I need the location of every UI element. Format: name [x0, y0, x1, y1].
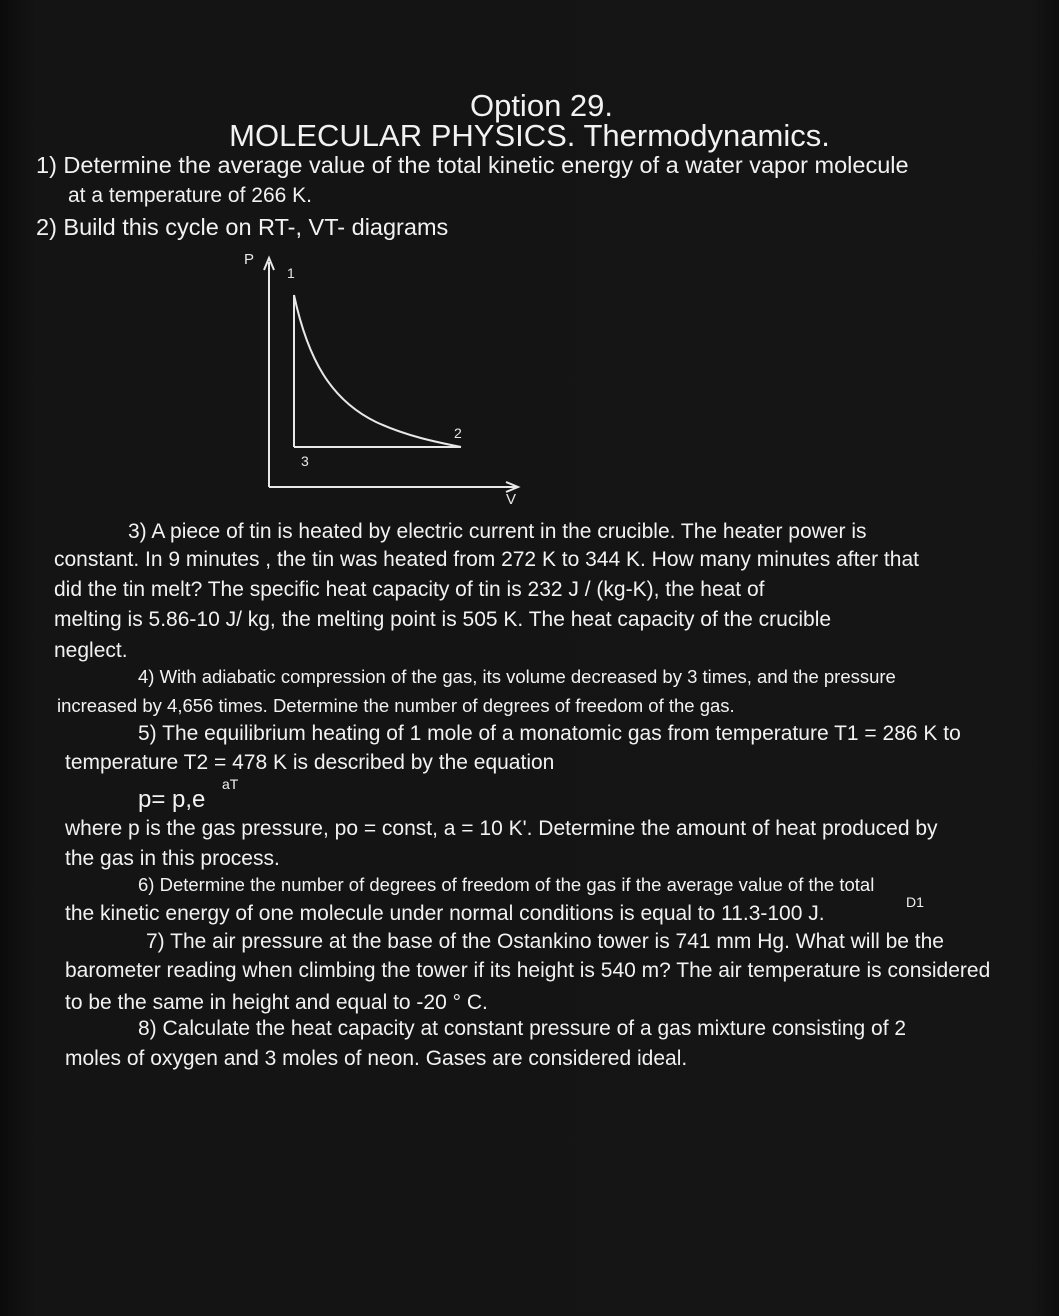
problem-1-line-2: at a temperature of 266 K.: [68, 184, 312, 207]
problem-5-formula: p= p,e: [138, 786, 206, 813]
problem-3-line-3: did the tin melt? The specific heat capacity of tin is 232 J / (kg-K), the heat of: [54, 578, 765, 601]
problem-8-line-2: moles of oxygen and 3 moles of neon. Gases are considered ideal.: [65, 1047, 688, 1070]
subject-title: MOLECULAR PHYSICS. Thermodynamics.: [229, 118, 830, 153]
v-axis-label: V: [506, 491, 517, 508]
problem-5-line-2: temperature T2 = 478 K is described by the equation: [65, 751, 555, 774]
problem-7-line-2: barometer reading when climbing the tower if its height is 540 m? The air temperature is considered: [65, 959, 991, 982]
problem-6-superscript: D1: [906, 894, 924, 910]
problem-4-line-1: 4) With adiabatic compression of the gas, its volume decreased by 3 times, and the pressure: [138, 666, 896, 687]
curve-1-2: [294, 295, 461, 447]
problem-3-line-5: neglect.: [54, 639, 128, 662]
problem-5-formula-exponent: aT: [222, 776, 239, 792]
problem-6-line-2: the kinetic energy of one molecule under normal conditions is equal to 11.3-100 J.: [65, 902, 825, 925]
problem-2: 2) Build this cycle on RT-, VT- diagrams: [36, 214, 449, 240]
problem-5-line-3: where p is the gas pressure, po = const, a = 10 K'. Determine the amount of heat produced by: [65, 817, 938, 840]
problem-3-line-1: 3) A piece of tin is heated by electric current in the crucible. The heater power is: [128, 520, 867, 543]
problem-7-line-1: 7) The air pressure at the base of the Ostankino tower is 741 mm Hg. What will be the: [146, 930, 944, 953]
problem-1-line-1: 1) Determine the average value of the total kinetic energy of a water vapor molecule: [36, 152, 909, 178]
point-1-label: 1: [287, 265, 295, 281]
option-title: Option 29.: [469, 88, 614, 123]
problem-4-line-2: increased by 4,656 times. Determine the number of degrees of freedom of the gas.: [57, 695, 735, 716]
problem-5-line-1: 5) The equilibrium heating of 1 mole of a monatomic gas from temperature T1 = 286 K to: [138, 722, 961, 745]
problem-3-line-4: melting is 5.86-10 J/ kg, the melting point is 505 K. The heat capacity of the crucible: [54, 608, 832, 631]
problem-7-line-3: to be the same in height and equal to -20 ° C.: [65, 991, 488, 1014]
point-3-label: 3: [301, 453, 309, 469]
problem-5-line-4: the gas in this process.: [65, 847, 280, 870]
point-2-label: 2: [454, 425, 462, 441]
pv-cycle-diagram: [236, 250, 536, 510]
problem-3-line-2: constant. In 9 minutes , the tin was heated from 272 K to 344 K. How many minutes after that: [54, 548, 919, 571]
problem-6-line-1: 6) Determine the number of degrees of freedom of the gas if the average value of the total: [138, 874, 875, 895]
p-axis-label: P: [244, 251, 255, 268]
problem-8-line-1: 8) Calculate the heat capacity at constant pressure of a gas mixture consisting of 2: [138, 1017, 907, 1040]
